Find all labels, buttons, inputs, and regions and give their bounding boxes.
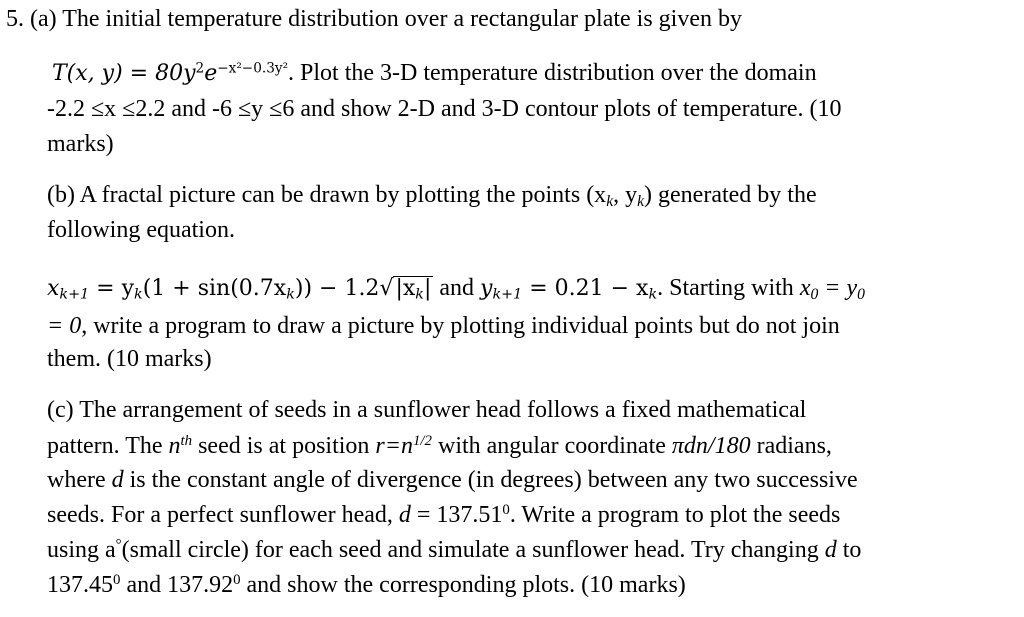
question-c-line-5: using a°(small circle) for each seed and simulate a sunflower head. Try changing d to <box>47 536 862 563</box>
part-a-after-formula: . Plot the 3-D temperature distribution over the domain <box>288 60 817 86</box>
question-c-line-6: 137.45$^0$ and 137.92$^0$ and show the corresponding plots. (10 marks) <box>47 571 686 598</box>
question-b-line-1: (b) A fractal picture can be drawn by plotting the points ($x_k$, $y_k$) generated by the <box>47 182 817 210</box>
question-a-line-1 <box>6 2 742 36</box>
question-b-line-5: them. (10 marks) <box>47 346 212 372</box>
part-a-label: (a) <box>30 6 57 32</box>
question-c-line-2: pattern. The $n^{th}$ seed is at position $r=n^{1/2}$ with angular coordinate πdn/180 radians, <box>47 432 832 459</box>
question-a-marks: marks) <box>47 131 114 157</box>
fractal-equation: $x_{k+1} = y_k(1 + \sin(0.7x_k)) - 1.2√|x_k|$ and $y_{k+1} = 0.21 - x_k$. Starting with $x_0 = y_0$ <box>47 275 865 303</box>
part-a-intro: The initial temperature distribution over a rectangular plate is given by <box>62 6 742 32</box>
question-c-line-1: (c) The arrangement of seeds in a sunflower head follows a fixed mathematical <box>47 397 807 423</box>
question-number: 5. <box>6 6 24 32</box>
question-a-line-2 <box>52 56 817 91</box>
question-c-line-4: seeds. For a perfect sunflower head, $d = 137.51^0$. Write a program to plot the seeds <box>47 501 841 528</box>
part-c-label: (c) <box>47 397 74 423</box>
part-b-label: (b) <box>47 182 75 208</box>
temperature-formula: T(x, $y) = 80y^2e^{-x^2-0.3y^2}$ <box>52 60 289 86</box>
question-c-line-3: where d is the constant angle of divergence (in degrees) between any two successive <box>47 467 858 493</box>
question-a-domain: -2.2 ≤x ≤2.2 and -6 ≤y ≤6 and show 2-D and 3-D contour plots of temperature. (10 <box>47 96 842 122</box>
question-b-line-4: = 0, write a program to draw a picture by plotting individual points but do not join <box>47 313 840 339</box>
question-b-line-2: following equation. <box>47 217 235 243</box>
